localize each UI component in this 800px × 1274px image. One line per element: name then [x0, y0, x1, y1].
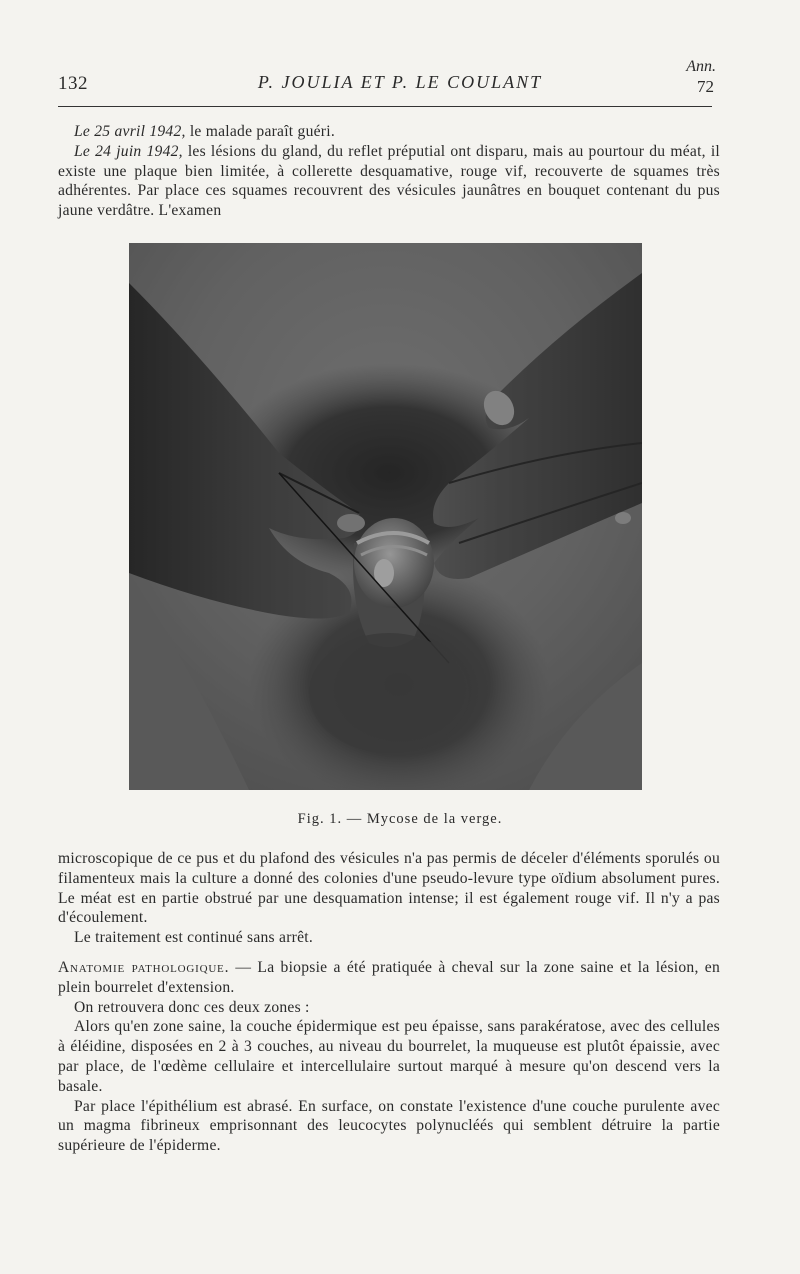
page-number: 132	[58, 73, 88, 94]
paragraph-1	[58, 122, 720, 142]
paragraph-5: On retrouvera donc ces deux zones :	[74, 998, 310, 1016]
section-anatomie	[58, 958, 720, 998]
date-1: Le 25 avril 1942,	[74, 123, 186, 140]
paragraph-1-text: le malade paraît guéri.	[185, 123, 335, 140]
paragraph-7: Par place l'épithélium est abrasé. En surface, on constate l'existence d'une couche purulente avec un magma fibrineux emprisonnant des leucocytes polynucléés qui semblent détruire la partie supérieure de l'épiderme.	[58, 1097, 720, 1155]
paragraph-4: Le traitement est continué sans arrêt.	[74, 929, 313, 947]
section-heading: Anatomie pathologique.	[58, 958, 230, 976]
running-title: P. JOULIA ET P. LE COULANT	[257, 72, 543, 92]
paragraph-2-text: les lésions du gland, du reflet préputial ont disparu, mais au pourtour du méat, il existe une plaque bien limitée, à collerette desquamative, rouge vif, recouverte de squames très adhérentes. Par place ces squames recouvrent des vésicules jaunâtres en bouquet contenant du pus jaune verdâtre. L'examen	[58, 142, 720, 220]
section-lead: — La biopsie a été pratiquée à cheval sur la zone saine et la lésion, en plein bourrelet d'extension.	[58, 958, 720, 996]
body-text-top	[58, 122, 720, 221]
journal-abbreviation: Ann.	[686, 58, 716, 75]
date-2: Le 24 juin 1942,	[74, 142, 183, 160]
figure-photograph	[129, 243, 642, 790]
paragraph-6: Alors qu'en zone saine, la couche épidermique est peu épaisse, sans parakératose, avec des cellules à éléidine, disposées en 2 à 3 couches, au niveau du bourrelet, la muqueuse est plutôt épaissie, avec par place, de l'œdème cellulaire et intercellulaire surtout marqué à mesure qu'on descend vers la basale.	[58, 1018, 720, 1095]
volume-number: 72	[697, 77, 714, 96]
figure-caption: Fig. 1. — Mycose de la verge.	[297, 811, 503, 827]
paragraph-3: microscopique de ce pus et du plafond des vésicules n'a pas permis de déceler d'éléments sporulés ou filamenteux mais la culture a donné des colonies d'une pseudo-levure type oïdium absolument pures. Le méat est en partie obstrué par une desquamation intense; il est également rouge vif. Il n'y a pas d'écoulement.	[58, 850, 720, 927]
header-rule	[58, 106, 712, 107]
body-text-bottom	[58, 849, 720, 1156]
paragraph-2	[58, 142, 720, 221]
